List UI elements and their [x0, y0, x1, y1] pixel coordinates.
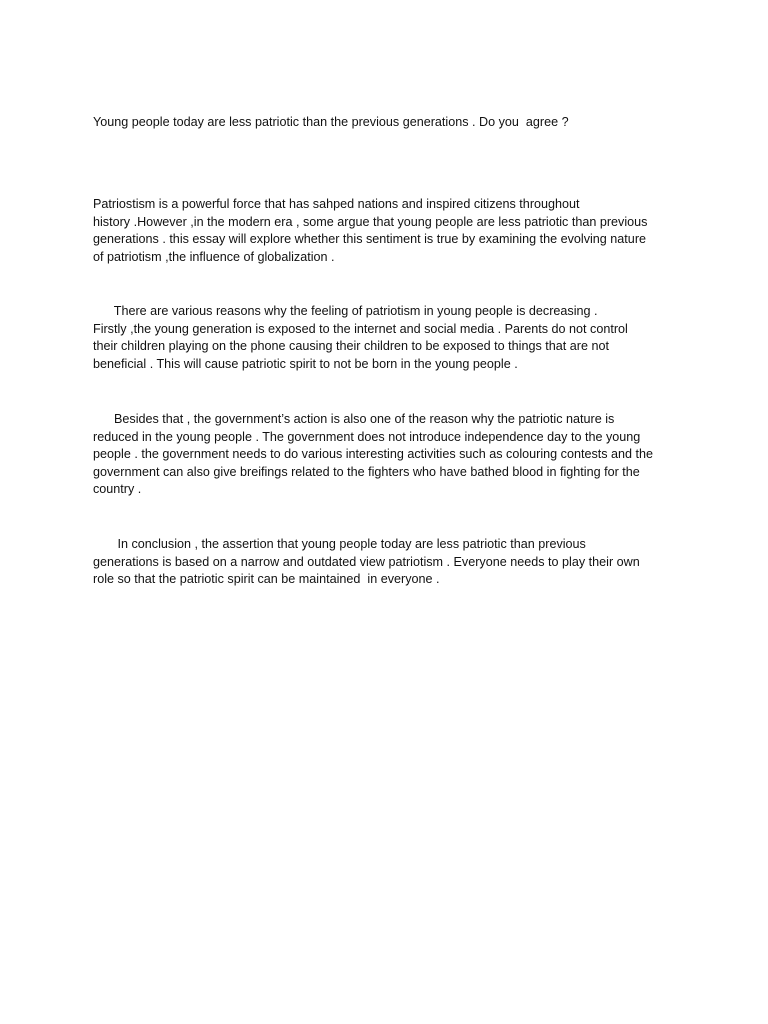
paragraph-line: generations . this essay will explore whether this sentiment is true by examining the evolving nature — [93, 232, 647, 246]
paragraph-line: of patriotism ,the influence of globalization . — [93, 250, 335, 264]
paragraph-line: government can also give breifings related to the fighters who have bathed blood in fighting for the — [93, 465, 640, 479]
paragraph-line: Besides that , the government’s action is also one of the reason why the patriotic nature is — [93, 412, 615, 426]
paragraph-line: There are various reasons why the feeling of patriotism in young people is decreasing . — [93, 304, 598, 318]
paragraph-line: history .However ,in the modern era , some argue that young people are less patriotic than previous — [93, 215, 648, 229]
paragraph-line: their children playing on the phone causing their children to be exposed to things that are not — [93, 339, 609, 353]
paragraph-line: Patriostism is a powerful force that has sahped nations and inspired citizens throughout — [93, 197, 580, 211]
paragraph-line: generations is based on a narrow and outdated view patriotism . Everyone needs to play their own — [93, 555, 640, 569]
paragraph-line: role so that the patriotic spirit can be maintained in everyone . — [93, 572, 440, 586]
paragraph-line: Firstly ,the young generation is exposed to the internet and social media . Parents do not control — [93, 322, 628, 336]
paragraph-line: people . the government needs to do various interesting activities such as colouring contests and the — [93, 447, 654, 461]
paragraph-line: reduced in the young people . The government does not introduce independence day to the young — [93, 430, 641, 444]
paragraph-line: country . — [93, 482, 142, 496]
paragraph-line: In conclusion , the assertion that young people today are less patriotic than previous — [93, 537, 586, 551]
paragraph-line: beneficial . This will cause patriotic spirit to not be born in the young people . — [93, 357, 518, 371]
essay-question: Young people today are less patriotic than the previous generations . Do you agree ? — [93, 115, 569, 129]
